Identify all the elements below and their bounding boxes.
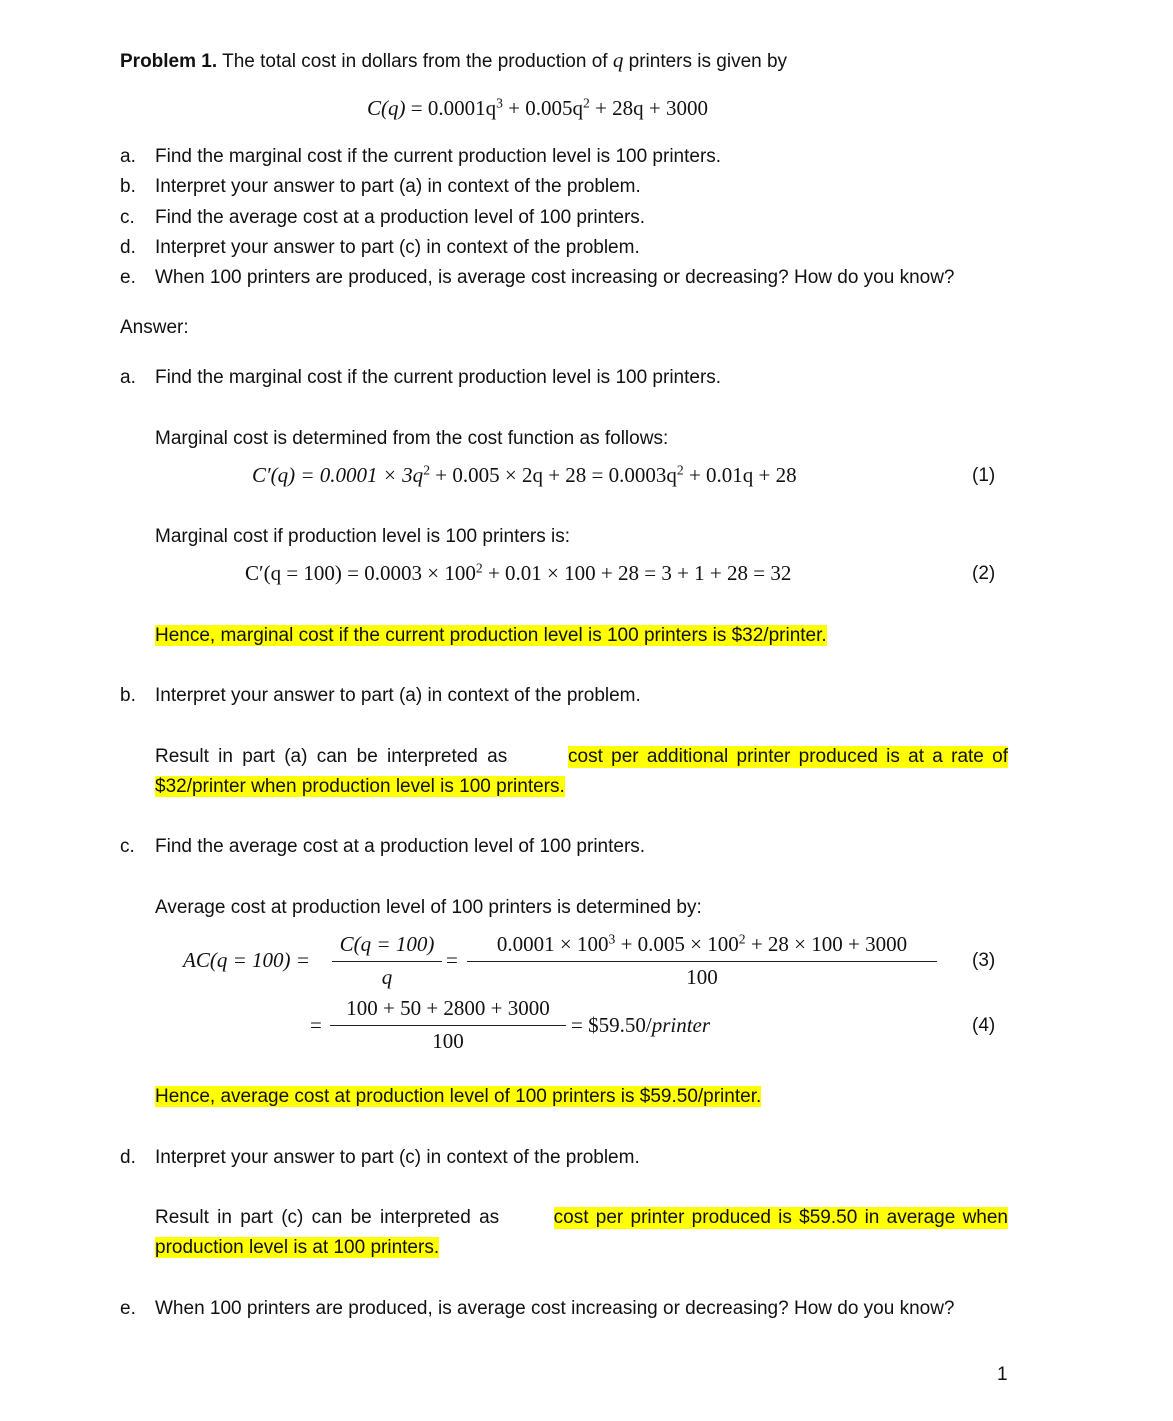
plain-text: Result in part (c) can be interpreted as — [155, 1207, 500, 1228]
question-text: Find the average cost at a production level of 100 printers. — [155, 207, 646, 228]
equation-term: + 0.005 × 2q + 28 = 0.0003q — [430, 463, 677, 487]
question-item — [120, 267, 136, 289]
equation-4-equals: = — [310, 1013, 322, 1037]
equation-number-2: (2) — [972, 563, 996, 584]
problem-statement — [120, 48, 787, 73]
equation-unit: printer — [651, 1013, 711, 1037]
part-c-letter: c. — [120, 836, 135, 857]
cost-function-lhs: C(q) — [367, 96, 406, 120]
equation-number-4: (4) — [972, 1015, 996, 1036]
part-b-line2 — [155, 776, 565, 798]
equation-3-lhs — [183, 948, 310, 973]
equation-number-1: (1) — [972, 465, 996, 486]
question-text: Interpret your answer to part (a) in context of the problem. — [155, 176, 641, 197]
plain-text: Result in part (a) can be interpreted as — [155, 746, 508, 767]
page-number: 1 — [997, 1364, 1008, 1385]
part-c-intro: Average cost at production level of 100 printers is determined by: — [155, 897, 702, 918]
problem-intro-pre: The total cost in dollars from the production of — [222, 51, 608, 72]
exponent: 2 — [738, 931, 746, 947]
part-e-letter: e. — [120, 1298, 136, 1319]
part-b-letter: b. — [120, 685, 136, 706]
part-a-conclusion — [155, 625, 827, 647]
question-letter: a. — [120, 146, 136, 167]
question-letter: e. — [120, 267, 136, 288]
exponent: 3 — [496, 95, 503, 111]
exponent: 2 — [423, 462, 431, 478]
cost-function-term: + 28q + 3000 — [589, 96, 709, 120]
equation-term: C′(q = 100) = 0.0003 × 100 — [245, 561, 476, 585]
equation-4-fraction — [330, 996, 566, 1054]
equation-term: + 28 × 100 + 3000 — [745, 932, 908, 956]
problem-intro-post: printers is given by — [628, 51, 788, 72]
equation-number-3: (3) — [972, 950, 996, 971]
question-item — [120, 176, 136, 198]
equation-lhs: AC(q = 100) = — [183, 948, 310, 972]
exponent: 3 — [608, 931, 616, 947]
fraction-numerator — [467, 932, 937, 962]
equation-3-fraction-2 — [467, 932, 937, 990]
part-b-line1 — [155, 746, 1008, 768]
part-a-intro1: Marginal cost is determined from the cost function as follows: — [155, 428, 669, 449]
highlighted-text: cost per additional printer produced is at a rate of — [568, 746, 1008, 767]
highlighted-text: production level is at 100 printers. — [155, 1237, 440, 1258]
fraction-denominator: 100 — [686, 965, 718, 989]
answer-label: Answer: — [120, 317, 189, 338]
part-a-question: Find the marginal cost if the current production level is 100 printers. — [155, 367, 722, 388]
highlighted-text: $32/printer when production level is 100 printers. — [155, 776, 565, 797]
question-letter: c. — [120, 207, 135, 228]
part-d-letter: d. — [120, 1147, 136, 1168]
question-letter: b. — [120, 176, 136, 197]
question-item — [120, 237, 136, 259]
equation-term: = $59.50/ — [571, 1013, 652, 1037]
part-b-question: Interpret your answer to part (a) in context of the problem. — [155, 685, 641, 706]
equation-term: + 0.01q + 28 — [683, 463, 797, 487]
part-d-line2 — [155, 1237, 439, 1259]
exponent: 2 — [676, 462, 684, 478]
question-item — [120, 207, 135, 229]
equation-3-fraction-1 — [332, 932, 442, 990]
highlighted-text: Hence, average cost at production level of 100 printers is $59.50/printer. — [155, 1086, 762, 1107]
part-e-question: When 100 printers are produced, is average cost increasing or decreasing? How do you know? — [155, 1298, 955, 1319]
question-text: Find the marginal cost if the current production level is 100 printers. — [155, 146, 722, 167]
equation-4-result — [571, 1013, 710, 1038]
question-item — [120, 146, 136, 168]
part-c-question: Find the average cost at a production level of 100 printers. — [155, 836, 646, 857]
equation-2 — [245, 561, 791, 586]
equation-3-equals: = — [446, 948, 458, 972]
equation-term: C′(q) = 0.0001 × 3q — [252, 463, 424, 487]
question-letter: d. — [120, 237, 136, 258]
fraction-denominator: 100 — [432, 1029, 464, 1053]
part-a-letter: a. — [120, 367, 136, 388]
part-d-question: Interpret your answer to part (c) in context of the problem. — [155, 1147, 640, 1168]
fraction-numerator: 100 + 50 + 2800 + 3000 — [330, 996, 566, 1026]
exponent: 2 — [583, 95, 590, 111]
exponent: 2 — [475, 560, 483, 576]
equation-term: + 0.01 × 100 + 28 = 3 + 1 + 28 = 32 — [482, 561, 792, 585]
equation-term: + 0.005 × 100 — [615, 932, 739, 956]
problem-intro-var: q — [612, 48, 624, 72]
equation-term: 0.0001 × 100 — [496, 932, 609, 956]
highlighted-text: Hence, marginal cost if the current production level is 100 printers is $32/printer. — [155, 625, 827, 646]
part-a-intro2: Marginal cost if production level is 100 printers is: — [155, 526, 571, 547]
cost-function-equation — [367, 96, 708, 121]
question-text: When 100 printers are produced, is average cost increasing or decreasing? How do you know? — [155, 267, 955, 288]
part-c-conclusion — [155, 1086, 761, 1108]
highlighted-text: cost per printer produced is $59.50 in average when — [553, 1207, 1008, 1228]
fraction-numerator: C(q = 100) — [332, 932, 442, 962]
equation-1 — [252, 463, 797, 488]
cost-function-term: = 0.0001q — [410, 96, 497, 120]
cost-function-term: + 0.005q — [502, 96, 584, 120]
part-d-line1 — [155, 1207, 1008, 1229]
fraction-denominator: q — [381, 965, 393, 989]
question-text: Interpret your answer to part (c) in context of the problem. — [155, 237, 640, 258]
problem-label: Problem 1. — [120, 51, 218, 72]
